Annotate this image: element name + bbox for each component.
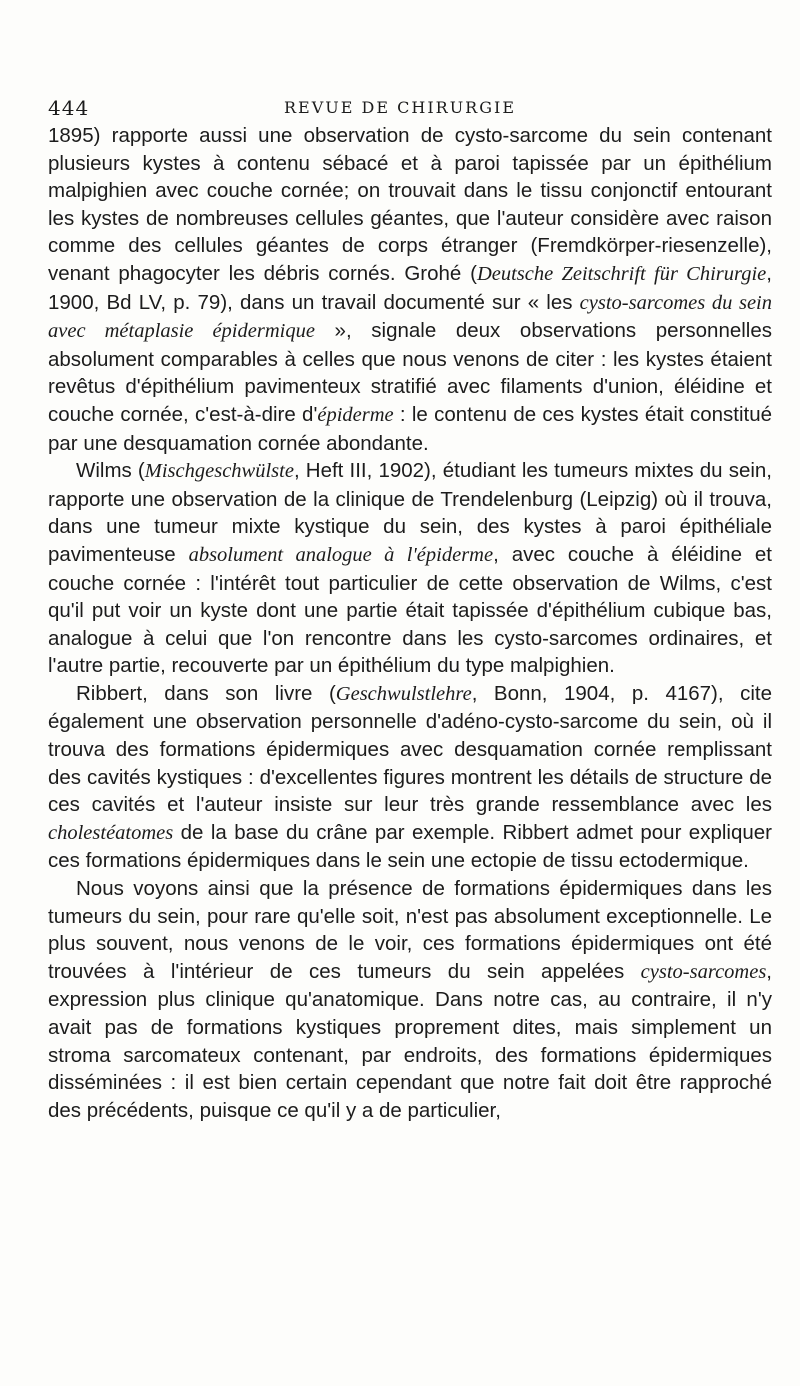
paragraph-4	[48, 875, 772, 1124]
text-span: , 1900, Bd LV, p. 79), dans un travail documenté sur « les	[48, 261, 772, 314]
text-span: , avec couche à éléidine et couche cornée : l'intérêt tout particulier de cette observation de Wilms, c'est qu'il put voir un kyste dont une partie était tapissée d'épithélium cubique bas, analogue à celui que l'on rencontre dans les cysto-sarcomes ordinaires, et l'autre partie, recouverte par un épithélium du type malpighien.	[48, 542, 772, 678]
emphasis: cysto-sarcomes	[640, 960, 767, 983]
text-span: Wilms (	[76, 459, 145, 483]
paragraph-2	[48, 457, 772, 680]
text-span: , Heft III, 1902), étudiant les tumeurs mixtes du sein, rapporte une observation de la clinique de Trendelenburg (Leipzig) où il trouva, dans une tumeur mixte kystique du sein, des kystes à paroi épithéliale pavimenteuse	[48, 459, 772, 566]
text-span: Ribbert, dans son livre (	[76, 681, 336, 705]
body-text	[48, 122, 772, 1124]
text-span: , Bonn, 1904, p. 4167), cite également une observation personnelle d'adéno-cysto-sarcome du sein, où il trouva des formations épidermiques avec desquamation cornée remplissant des cavités kystiques : d'excellentes figures montrent les détails de structure de ces cavités et l'auteur insiste sur leur très grande ressemblance avec les	[48, 681, 772, 817]
text-span: », signale deux observations personnelles absolument comparables à celles que nous venons de citer : les kystes étaient revêtus d'épithélium pavimenteux stratifié avec filaments d'union, éléidine et couche cornée, c'est-à-dire d'	[48, 319, 773, 426]
running-title: REVUE DE CHIRURGIE	[284, 98, 516, 117]
paragraph-3	[48, 680, 772, 875]
page-number: 444	[48, 96, 90, 120]
work-title: Mischgeschwülste	[144, 460, 294, 483]
text-span: Nous voyons ainsi que la présence de formations épidermiques dans les tumeurs du sein, pour rare qu'elle soit, n'est pas absolument exceptionnelle. Le plus souvent, nous venons de le voir, ces formations épidermiques ont été trouvées à l'intérieur de ces tumeurs du sein appelées	[48, 877, 772, 983]
text-span: : le contenu de ces kystes était constitué par une desquamation cornée abondante.	[48, 402, 772, 455]
work-title: Geschwulstlehre	[335, 682, 472, 705]
text-span: , expression plus clinique qu'anatomique. Dans notre cas, au contraire, il n'y avait pas de formations kystiques proprement dites, mais simplement un stroma sarcomateux contenant, par endroits, des formations épidermiques disséminées : il est bien certain cependant que notre fait doit être rapproché des précédents, puisque ce qu'il y a de particulier,	[48, 959, 772, 1122]
text-span: 1895) rapporte aussi une observation de cysto-sarcome du sein contenant plusieurs kystes à contenu sébacé et à paroi tapissée par un épithélium malpighien avec couche cornée; on trouvait dans le tissu conjonctif entourant les kystes de nombreuses cellules géantes, que l'auteur considère avec raison comme des cellules géantes de corps étranger (Fremdkörper-riesenzelle), venant phagocyter les débris cornés. Grohé (	[48, 124, 772, 285]
emphasis: épiderme	[317, 403, 394, 426]
emphasis: cholestéatomes	[48, 821, 174, 844]
paragraph-1	[48, 122, 772, 457]
work-title: cysto-sarcomes du sein avec métaplasie épidermique	[48, 291, 772, 343]
journal-title: Deutsche Zeitschrift für Chirurgie	[476, 262, 767, 285]
text-span: de la base du crâne par exemple. Ribbert admet pour expliquer ces formations épidermiques dans le sein une ectopie de tissu ectodermique.	[48, 820, 772, 873]
emphasis: absolument analogue à l'épiderme	[188, 543, 494, 566]
